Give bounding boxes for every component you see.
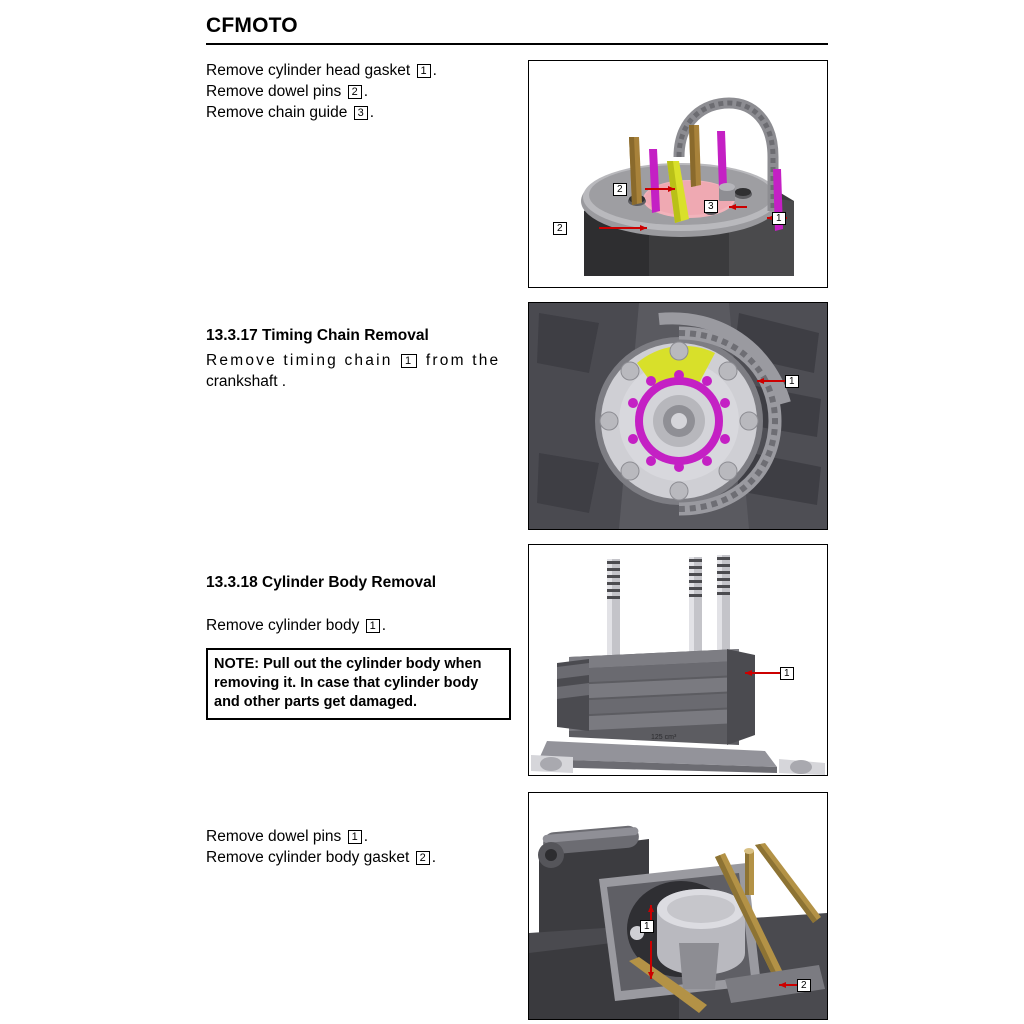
instruction-block-timing-chain (206, 325, 516, 392)
figure-cylinder-body (528, 544, 828, 776)
page-header (206, 14, 828, 45)
instruction-text-end: . (432, 62, 437, 79)
svg-text:125 cm³: 125 cm³ (651, 734, 677, 741)
instruction-text: Remove timing chain (206, 352, 400, 369)
instruction-text-end: . (381, 617, 387, 634)
instruction-line (206, 826, 526, 847)
figure-callout: 2 (797, 979, 811, 992)
section-heading: 13.3.17 Timing Chain Removal (206, 327, 429, 344)
figure-callout: 1 (785, 375, 799, 388)
instruction-text: Remove cylinder body (206, 617, 364, 634)
section-heading: 13.3.18 Cylinder Body Removal (206, 574, 437, 591)
note-box (206, 648, 511, 720)
callout-ref: 1 (348, 830, 362, 844)
instruction-line (206, 81, 437, 102)
instruction-line (206, 847, 526, 868)
figure-callout: 2 (613, 183, 627, 196)
instruction-text: crankshaft . (206, 373, 287, 390)
instruction-block-cylinder-body (206, 572, 516, 636)
instruction-text: Remove dowel pins (206, 83, 346, 100)
figure-cylinder-head (528, 60, 828, 288)
instruction-line (206, 60, 437, 81)
instruction-block-head-gasket (206, 60, 437, 123)
callout-ref: 1 (417, 64, 431, 78)
figure-callout: 1 (640, 920, 654, 933)
instruction-line (206, 102, 437, 123)
callout-ref: 2 (416, 851, 430, 865)
brand-title: CFMOTO (206, 14, 298, 37)
figure-callout: 1 (780, 667, 794, 680)
figure-dowel-pins (528, 792, 828, 1020)
instruction-text-end: . (363, 83, 369, 100)
instruction-text-end: . (369, 104, 375, 121)
note-line: and other parts get damaged. (214, 694, 418, 710)
callout-ref: 1 (366, 619, 380, 633)
instruction-text-end: . (363, 828, 369, 845)
callout-ref: 2 (348, 85, 362, 99)
callout-ref: 1 (401, 354, 417, 368)
note-line: removing it. In case that cylinder body (214, 675, 479, 691)
instruction-text: Remove cylinder body gasket (206, 849, 414, 866)
instruction-line (206, 615, 516, 636)
instruction-line (206, 350, 516, 371)
figure-callout: 3 (704, 200, 718, 213)
figure-callout: 2 (553, 222, 567, 235)
note-line: NOTE: Pull out the cylinder body when (214, 656, 482, 672)
figure-timing-chain (528, 302, 828, 530)
instruction-block-dowel-gasket (206, 826, 526, 868)
instruction-text: Remove chain guide (206, 104, 352, 121)
instruction-text: Remove dowel pins (206, 828, 346, 845)
instruction-line (206, 371, 516, 392)
figure-callout: 1 (772, 212, 786, 225)
instruction-text-end: from the (419, 352, 501, 369)
instruction-text: Remove cylinder head gasket (206, 62, 415, 79)
instruction-text-end: . (431, 849, 437, 866)
header-divider (206, 43, 828, 45)
callout-ref: 3 (354, 106, 368, 120)
